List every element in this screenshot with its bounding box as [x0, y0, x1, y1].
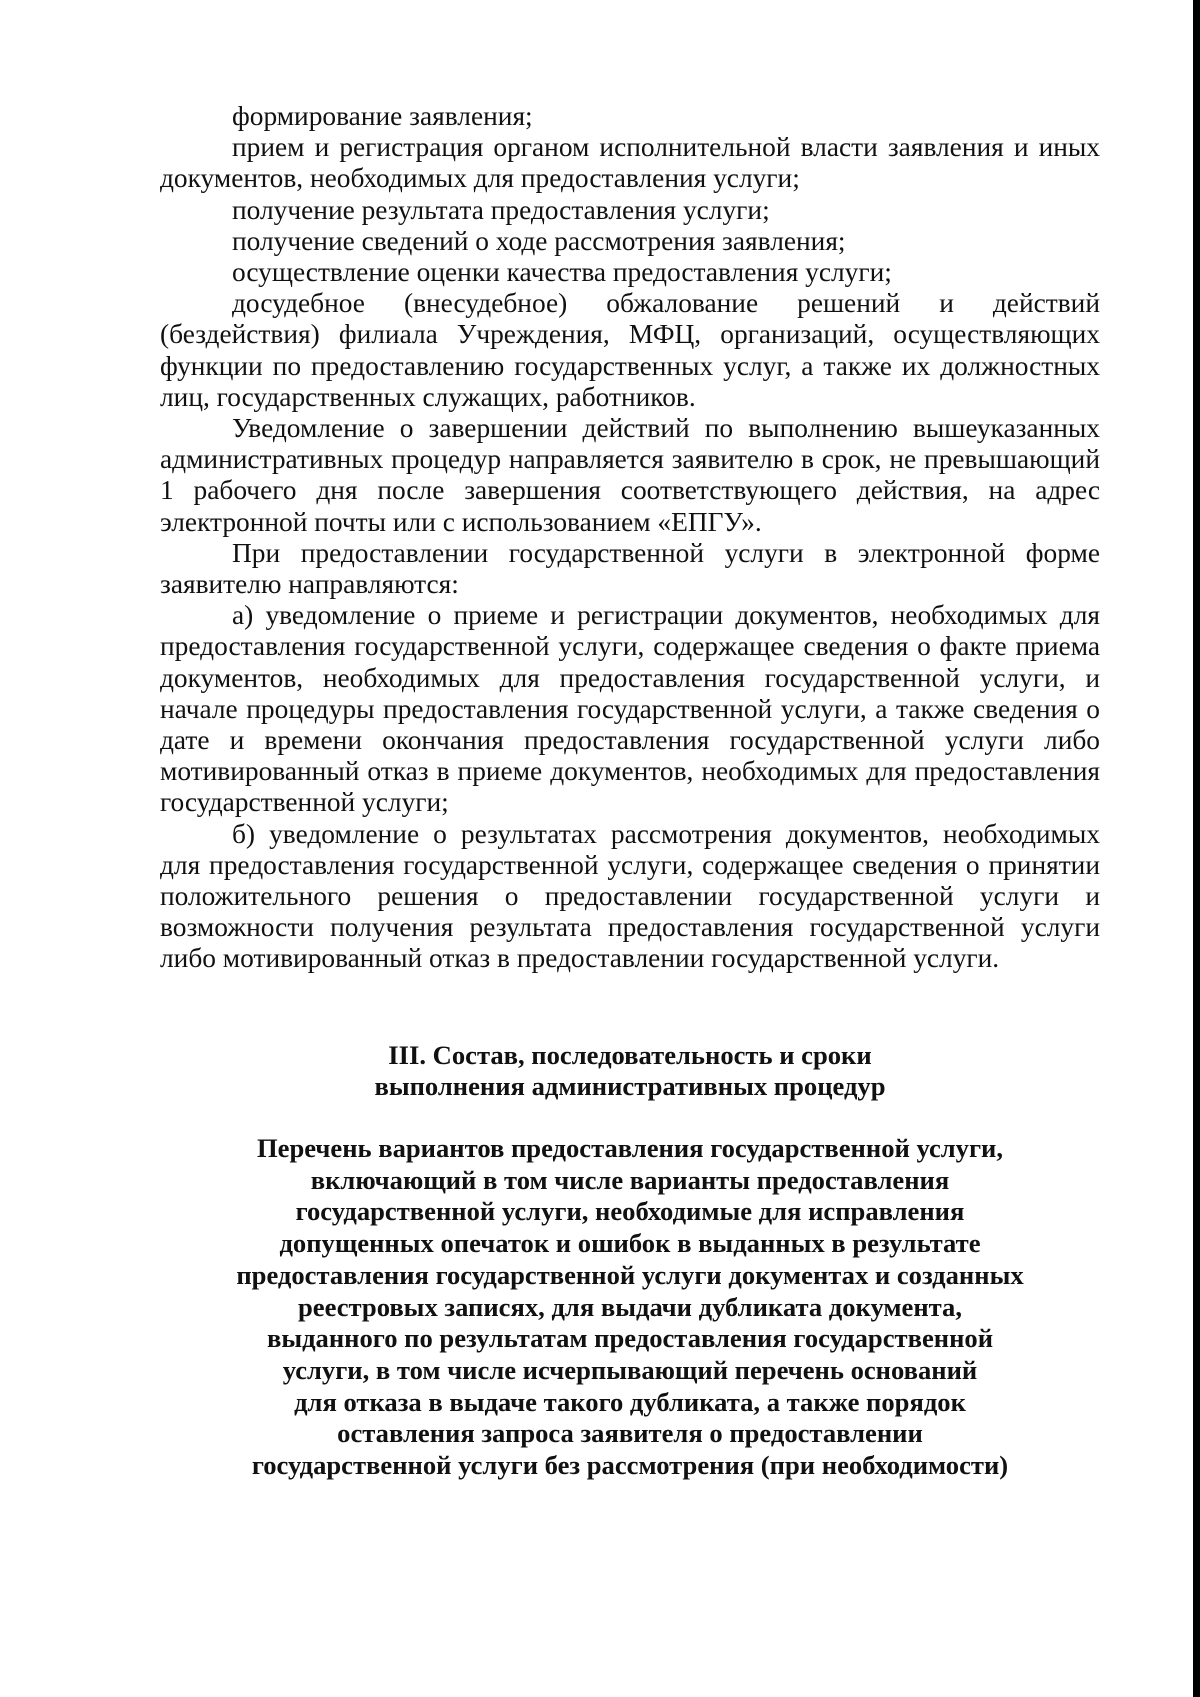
paragraph: получение результата предоставления услуги;: [232, 194, 770, 225]
subsection-heading-line: для отказа в выдаче такого дубликата, а также порядок: [294, 1386, 966, 1417]
subsection-heading-line: выданного по результатам предоставления государственной: [266, 1323, 994, 1354]
paragraph: Уведомление о завершении действий по выполнению вышеуказанных административных процедур направляется заявителю в срок, не превышающий 1 рабочего дня после завершения соответствующего действия, на адрес электронной почты или с использованием «ЕПГУ».: [160, 413, 1100, 537]
subsection-heading-line: включающий в том числе варианты предоставления: [310, 1164, 950, 1195]
subsection-heading-line: предоставления государственной услуги документах и созданных: [236, 1259, 1024, 1290]
section-heading: [160, 1040, 1100, 1102]
paragraph: При предоставлении государственной услуги в электронной форме заявителю направляются:: [160, 537, 1100, 600]
subsection-heading-line: услуги, в том числе исчерпывающий перечень оснований: [282, 1354, 978, 1385]
subsection-heading-line: государственной услуги, необходимые для исправления: [295, 1196, 965, 1227]
paragraph: осуществление оценки качества предоставления услуги;: [232, 257, 892, 288]
subsection-heading: [160, 1133, 1100, 1482]
paragraph: досудебное (внесудебное) обжалование решений и действий (бездействия) филиала Учреждения, МФЦ, организаций, осуществляющих функции по предоставлению государственных услуг, а также их должностных лиц, государственных служащих, работников.: [160, 288, 1100, 412]
section-heading-line: III. Состав, последовательность и сроки: [388, 1040, 872, 1070]
paragraph: а) уведомление о приеме и регистрации документов, необходимых для предоставления государственной услуги, содержащее сведения о факте приема документов, необходимых для предоставления государственной услуги, и начале процедуры предоставления государственной услуги, а также сведения о дате и времени окончания предоставления государственной услуги либо мотивированный отказ в приеме документов, необходимых для предоставления государственной услуги;: [160, 600, 1100, 818]
paragraph: формирование заявления;: [232, 101, 533, 131]
subsection-heading-line: оставления запроса заявителя о предоставлении: [337, 1418, 923, 1449]
subsection-heading-line: допущенных опечаток и ошибок в выданных в результате: [279, 1228, 981, 1259]
paragraph: прием и регистрация органом исполнительной власти заявления и иных документов, необходимых для предоставления услуги;: [160, 132, 1100, 194]
subsection-heading-line: государственной услуги без рассмотрения (при необходимости): [251, 1450, 1009, 1481]
subsection-heading-line: Перечень вариантов предоставления государственной услуги,: [256, 1133, 1004, 1163]
paragraph: получение сведений о ходе рассмотрения заявления;: [232, 225, 846, 256]
subsection-heading-line: реестровых записях, для выдачи дубликата документа,: [297, 1291, 962, 1322]
paragraph: б) уведомление о результатах рассмотрения документов, необходимых для предоставления государственной услуги, содержащее сведения о принятии положительного решения о предоставлении государственной услуги и возможности получения результата предоставления государственной услуги либо мотивированный отказ в предоставлении государственной услуги.: [160, 818, 1100, 974]
scan-edge-border: [1193, 0, 1200, 1697]
body-text: [160, 101, 1100, 975]
section-heading-line: выполнения административных процедур: [374, 1071, 886, 1102]
